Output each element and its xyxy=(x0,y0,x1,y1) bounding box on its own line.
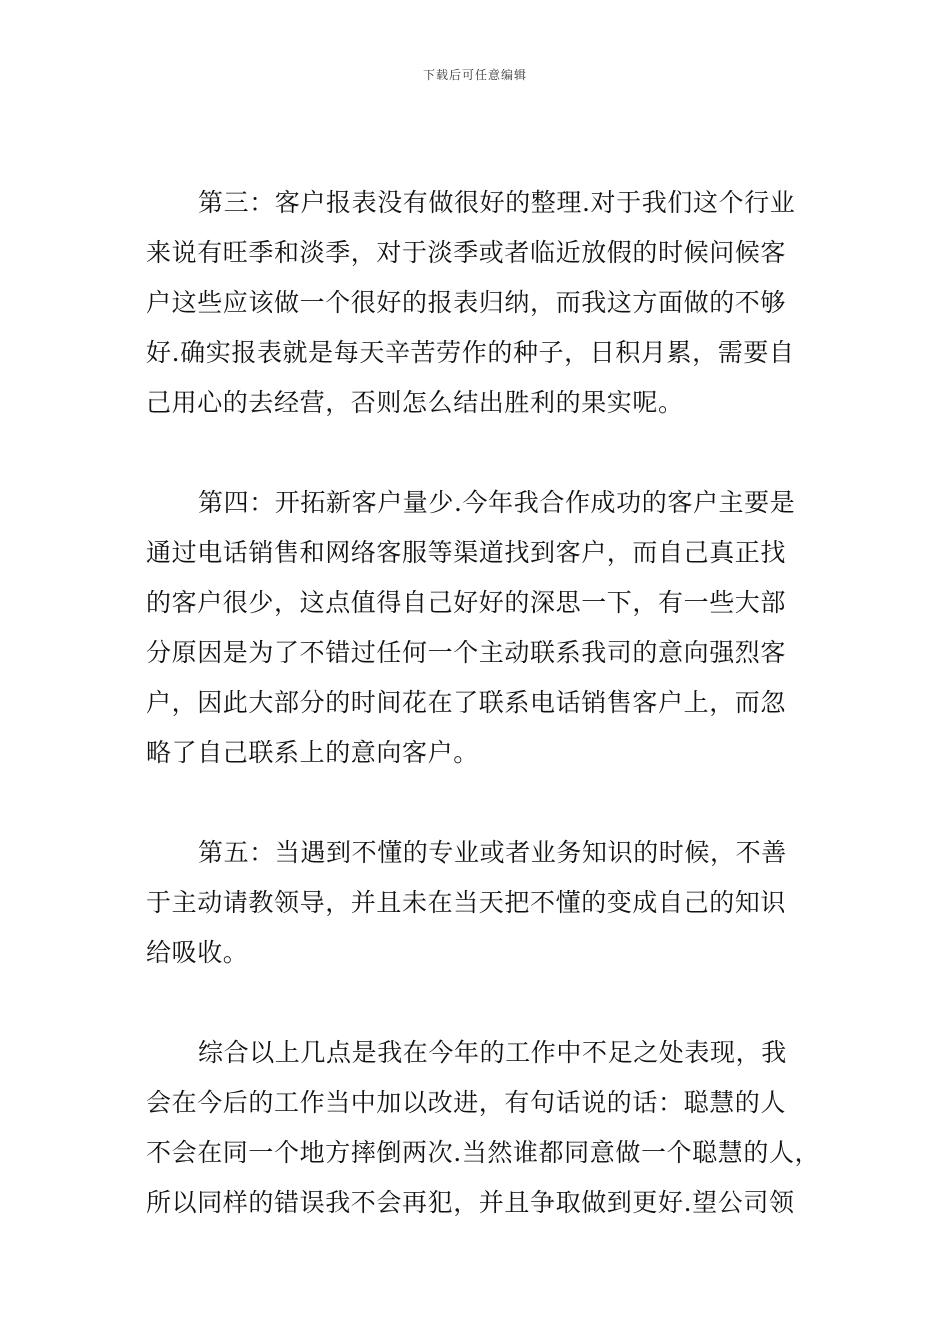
paragraph-line: 来说有旺季和淡季，对于淡季或者临近放假的时候问候客 xyxy=(146,238,787,267)
paragraph-summary xyxy=(146,1028,826,1228)
paragraph-line: 通过电话销售和网络客服等渠道找到客户，而自己真正找 xyxy=(146,538,787,567)
paragraph-line: 第四：开拓新客户量少.今年我合作成功的客户主要是 xyxy=(198,488,796,517)
paragraph-line: 己用心的去经营，否则怎么结出胜利的果实呢。 xyxy=(146,388,684,417)
header-note: 下载后可任意编辑 xyxy=(422,68,527,82)
paragraph-line: 于主动请教领导，并且未在当天把不懂的变成自己的知识 xyxy=(146,888,787,917)
paragraph-line: 好.确实报表就是每天辛苦劳作的种子，日积月累，需要自 xyxy=(146,338,795,367)
paragraph-line: 给吸收。 xyxy=(146,938,249,967)
paragraph-line: 第三：客户报表没有做很好的整理.对于我们这个行业 xyxy=(198,188,796,217)
paragraph-point-three xyxy=(146,178,826,428)
paragraph-line: 分原因是为了不错过任何一个主动联系我司的意向强烈客 xyxy=(146,638,787,667)
paragraph-line: 户这些应该做一个很好的报表归纳，而我这方面做的不够 xyxy=(146,288,787,317)
paragraph-point-four xyxy=(146,478,826,778)
paragraph-line: 略了自己联系上的意向客户。 xyxy=(146,738,479,767)
paragraph-line: 会在今后的工作当中加以改进，有句话说的话：聪慧的人 xyxy=(146,1088,787,1117)
paragraph-line: 综合以上几点是我在今年的工作中不足之处表现，我 xyxy=(198,1038,787,1067)
paragraph-point-five xyxy=(146,828,826,978)
paragraph-line: 户，因此大部分的时间花在了联系电话销售客户上，而忽 xyxy=(146,688,787,717)
paragraph-line: 不会在同一个地方摔倒两次.当然谁都同意做一个聪慧的人， xyxy=(146,1138,821,1167)
paragraph-line: 所以同样的错误我不会再犯，并且争取做到更好.望公司领 xyxy=(146,1188,795,1217)
paragraph-line: 的客户很少，这点值得自己好好的深思一下，有一些大部 xyxy=(146,588,787,617)
document-body xyxy=(146,178,826,1278)
paragraph-line: 第五：当遇到不懂的专业或者业务知识的时候，不善 xyxy=(198,838,787,867)
